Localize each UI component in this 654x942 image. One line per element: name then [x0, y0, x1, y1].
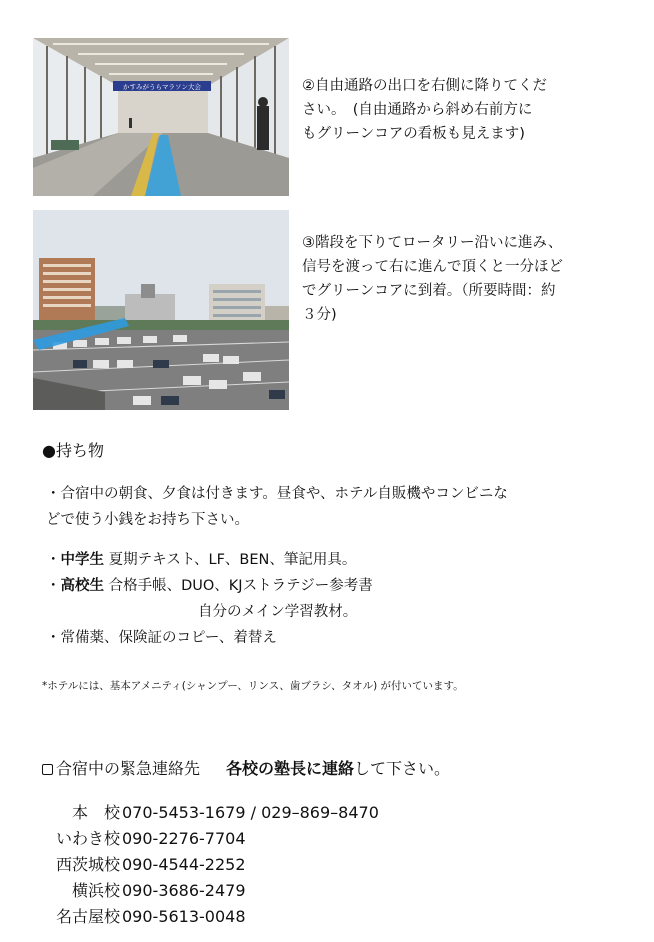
contact-row [48, 904, 246, 926]
contact-school: いわき校 [55, 829, 120, 848]
contact-school: 横浜校 [71, 881, 120, 900]
step-3-line-1: ③階段を下りてロータリー沿いに進み、 [302, 235, 563, 251]
jhs-bullet: ・ [46, 552, 61, 568]
step-3-line-4: ３分) [302, 307, 337, 323]
emergency-label: 合宿中の緊急連絡先 [56, 759, 201, 778]
step-3-line-3: でグリーンコアに到着。（所要時間：約 [302, 283, 556, 299]
hs-bullet: ・ [46, 578, 61, 594]
step-3-line-2: 信号を渡って右に進んで頂くと一分ほど [302, 259, 563, 275]
amenity-note: *ホテルには、基本アメニティ(シャンプー、リンス、歯ブラシ、タオル) が付いています。 [42, 680, 464, 692]
step-2-line-2: さい。 (自由通路から斜め右前方に [302, 102, 533, 118]
step-2-line-1: ②自由通路の出口を右側に降りてくだ [302, 78, 547, 94]
step-2-caption [302, 74, 602, 146]
contact-row [48, 878, 246, 900]
contact-school: 本 校 [71, 803, 120, 822]
step-3-caption [302, 231, 602, 327]
corridor-sign-text: かすみがうらマラソン大会 [123, 83, 201, 91]
contact-row [48, 800, 379, 822]
corridor-photo [33, 38, 289, 196]
emergency-instruction-bold: 各校の塾長に連絡 [226, 759, 355, 778]
meals-line-1: ・合宿中の朝食、夕食は付きます。昼食や、ホテル自販機やコンビニな [46, 486, 508, 502]
hs-items-2: 自分のメイン学習教材。 [198, 604, 358, 620]
hs-items [46, 574, 373, 595]
jhs-items [46, 548, 356, 569]
contact-phone: 090-4544-2252 [122, 855, 246, 874]
contact-school: 名古屋校 [55, 907, 120, 926]
contact-phone: 090-5613-0048 [122, 907, 246, 926]
jhs-label: 中学生 [60, 552, 104, 568]
meals-line-2: どで使う小銭をお持ち下さい。 [46, 512, 249, 528]
step-2-line-3: もグリーンコアの看板も見えます) [302, 126, 525, 142]
hs-label: 高校生 [60, 578, 104, 594]
emergency-heading [42, 756, 450, 779]
contact-row [48, 826, 246, 848]
belongings-heading: ●持ち物 [42, 441, 104, 460]
checkbox-square-icon [42, 764, 53, 775]
rotary-photo [33, 210, 289, 410]
contact-phone: 090-3686-2479 [122, 881, 246, 900]
contact-school: 西茨城校 [55, 855, 120, 874]
contact-row [48, 852, 246, 874]
misc-items: ・常備薬、保険証のコピー、着替え [46, 630, 277, 646]
emergency-instruction-rest: して下さい。 [354, 759, 451, 778]
jhs-list: 夏期テキスト、LF、BEN、筆記用具。 [104, 552, 357, 568]
hs-list: 合格手帳、DUO、KJストラテジー参考書 [104, 578, 373, 594]
contact-phone: 070-5453-1679 / 029–869–8470 [122, 803, 379, 822]
contact-phone: 090-2276-7704 [122, 829, 246, 848]
